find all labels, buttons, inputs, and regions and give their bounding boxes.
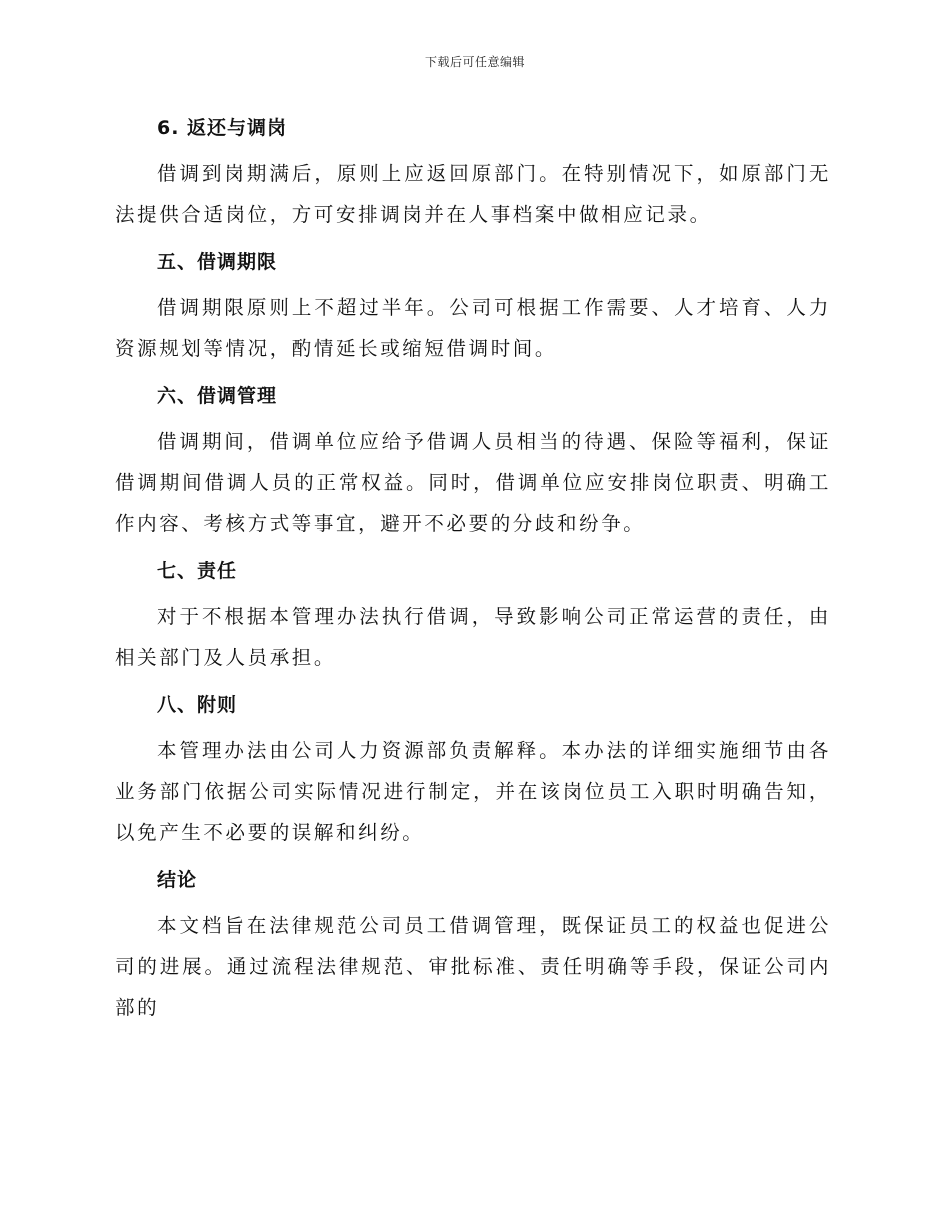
section-paragraph-conclusion: 本文档旨在法律规范公司员工借调管理，既保证员工的权益也促进公司的进展。通过流程法律规范、审批标准、责任明确等手段，保证公司内部的 <box>115 914 831 1019</box>
section-heading-conclusion: 结论 <box>157 869 198 891</box>
section-heading-return-transfer: 6. 返还与调岗 <box>157 117 288 139</box>
section-heading-secondment-period: 五、借调期限 <box>157 251 278 273</box>
section-heading-secondment-management: 六、借调管理 <box>157 385 278 407</box>
section-paragraph-responsibility: 对于不根据本管理办法执行借调，导致影响公司正常运营的责任，由相关部门及人员承担。 <box>115 605 831 669</box>
section-paragraph-secondment-period: 借调期限原则上不超过半年。公司可根据工作需要、人才培育、人力资源规划等情况，酌情延长或缩短借调时间。 <box>115 296 831 360</box>
document-body <box>115 110 831 1037</box>
section-heading-supplementary-provisions: 八、附则 <box>157 694 238 716</box>
section-paragraph-supplementary-provisions: 本管理办法由公司人力资源部负责解释。本办法的详细实施细节由各业务部门依据公司实际情况进行制定，并在该岗位员工入职时明确告知，以免产生不必要的误解和纠纷。 <box>115 739 831 844</box>
section-paragraph-secondment-management: 借调期间，借调单位应给予借调人员相当的待遇、保险等福利，保证借调期间借调人员的正常权益。同时，借调单位应安排岗位职责、明确工作内容、考核方式等事宜，避开不必要的分歧和纷争。 <box>115 430 831 535</box>
page-header: 下载后可任意编辑 <box>424 55 525 69</box>
section-paragraph-return-transfer: 借调到岗期满后，原则上应返回原部门。在特别情况下，如原部门无法提供合适岗位，方可安排调岗并在人事档案中做相应记录。 <box>115 162 831 226</box>
section-heading-responsibility: 七、责任 <box>157 560 238 582</box>
